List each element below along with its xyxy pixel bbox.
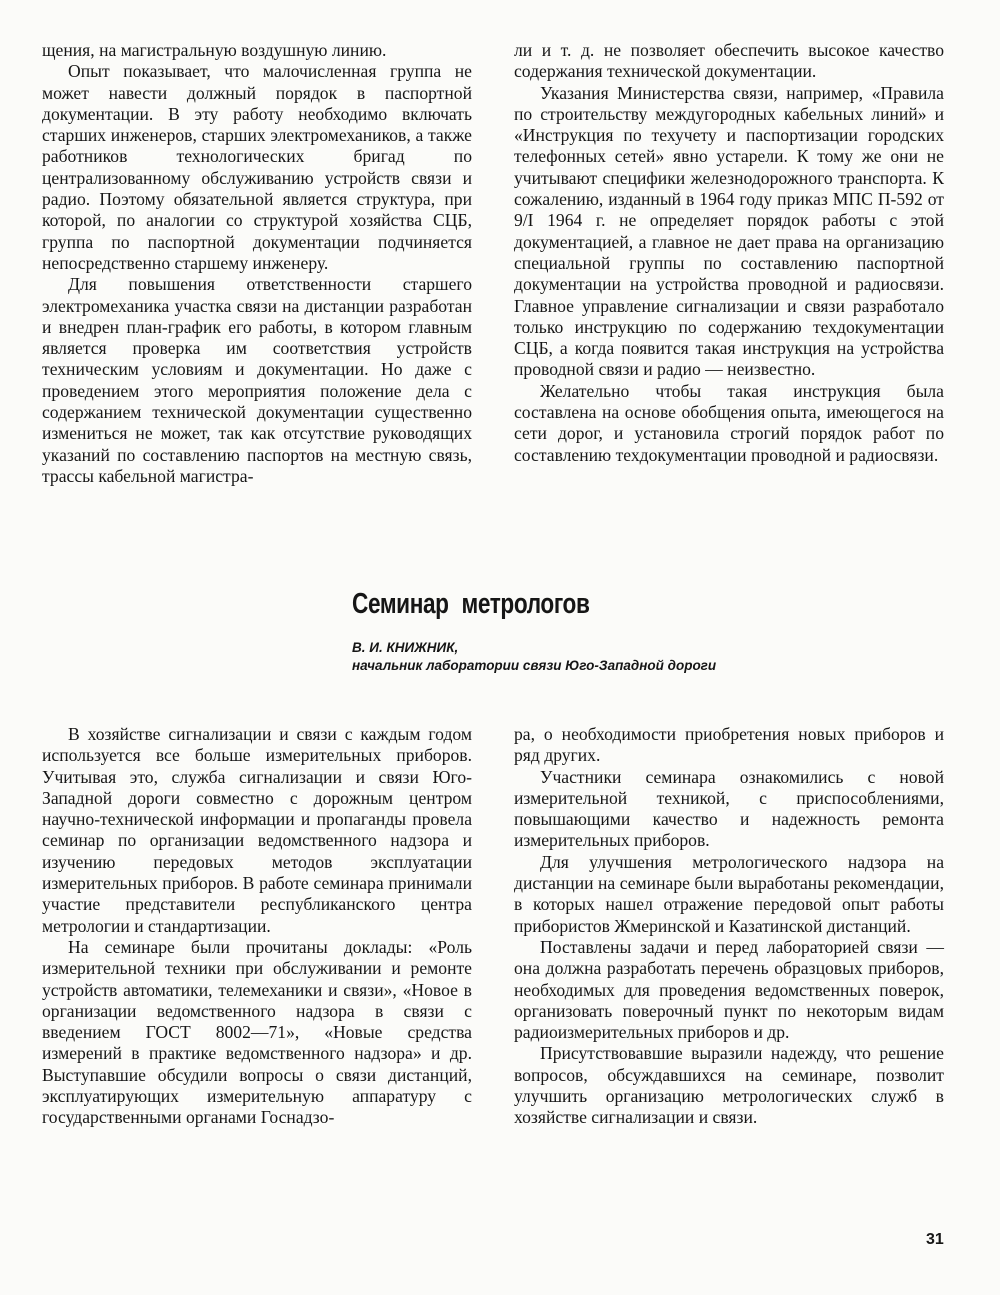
paragraph: В хозяйстве сигнализации и связи с каждым годом используется все больше измерительных приборов. Учитывая это, служба сигнализации и связи Юго-Западной дороги совместно с дорожным центром научно-технической информации и пропаганды провела семинар по организации ведомственного надзора и изучению передовых методов эксплуатации измерительных приборов. В работе семинара принимали участие представители республиканского центра метрологии и стандартизации. — [42, 724, 472, 936]
page-number: 31 — [926, 1231, 944, 1248]
paragraph: щения, на магистральную воздушную линию. — [42, 40, 387, 60]
previous-article-right-column — [514, 40, 944, 466]
paragraph: Для повышения ответственности старшего электромеханика участка связи на дистанции разработан и внедрен план-график его работы, в котором главным является проверка им соответствия устройств техническим условиям и документации. Но даже с проведением этого мероприятия положение дела с содержанием технической документации существенно измениться не может, так как отсутствие руководящих указаний по составлению паспортов на местную связь, трассы кабельной магистра- — [42, 274, 472, 486]
paragraph: Опыт показывает, что малочисленная группа не может навести должный порядок в паспортной документации. В эту работу необходимо включать старших инженеров, старших электромехаников, а также работников технологических бригад по централизованному обслуживанию устройств связи и радио. Поэтому обязательной является структура, при которой, по аналогии со структурой хозяйства СЦБ, группа по паспортной документации подчиняется непосредственно старшему инженеру. — [42, 61, 472, 273]
author-position: начальник лаборатории связи Юго-Западной дороги — [352, 658, 717, 673]
paragraph: ра, о необходимости приобретения новых приборов и ряд других. — [514, 724, 944, 766]
previous-article-left-column — [42, 40, 472, 487]
paragraph: Для улучшения метрологического надзора на дистанции на семинаре были выработаны рекомендации, в которых нашел отражение передовой опыт работы прибористов Жмеринской и Казатинской дистанций. — [514, 851, 944, 936]
article-title: Семинар метрологов — [352, 588, 590, 620]
paragraph: Поставлены задачи и перед лабораторией связи — она должна разработать перечень образцовых приборов, необходимых для проведения ведомственных поверок, организовать поверочный пункт по некоторым видам радиоизмерительных приборов и др. — [514, 936, 944, 1043]
paragraph: На семинаре были прочитаны доклады: «Роль измерительной техники при обслуживании и ремонте устройств автоматики, телемеханики и связи», «Новое в организации ведомственного надзора в связи с введением ГОСТ 8002—71», «Новые средства измерений в практике ведомственного надзора» и др. Выступавшие обсудили вопросы о связи дистанций, эксплуатирующих измерительную аппаратуру с государственными органами Госнадзо- — [42, 936, 472, 1128]
paragraph: Указания Министерства связи, например, «Правила по строительству междугородных кабельных линий» и «Инструкция по техучету и паспортизации городских телефонных сетей» явно устарели. К тому же они не учитывают специфики железнодорожного транспорта. К сожалению, изданный в 1964 году приказ МПС П-592 от 9/I 1964 г. не определяет порядок работы с этой документацией, а главное не дает права на организацию специальной группы по составлению паспортной документации на устройства проводной и радиосвязи. Главное управление сигнализации и связи разработало только инструкцию по содержанию техдокументации СЦБ, а когда появится такая инструкция на устройства проводной связи и радио — неизвестно. — [514, 82, 944, 380]
author-name: В. И. КНИЖНИК, — [352, 640, 459, 655]
paragraph: Присутствовавшие выразили надежду, что решение вопросов, обсуждавшихся на семинаре, позволит улучшить организацию метрологических служб в хозяйстве сигнализации и связи. — [514, 1043, 944, 1128]
paragraph: Участники семинара ознакомились с новой измерительной техникой, с приспособлениями, повышающими качество и надежность ремонта измерительных приборов. — [514, 766, 944, 851]
article-right-column — [514, 724, 944, 1129]
paragraph: Желательно чтобы такая инструкция была составлена на основе обобщения опыта, имеющегося на сети дорог, и установила строгий порядок работ по составлению техдокументации проводной и радиосвязи. — [514, 380, 944, 465]
paragraph: ли и т. д. не позволяет обеспечить высокое качество содержания технической документации. — [514, 40, 944, 82]
article-left-column — [42, 724, 472, 1129]
